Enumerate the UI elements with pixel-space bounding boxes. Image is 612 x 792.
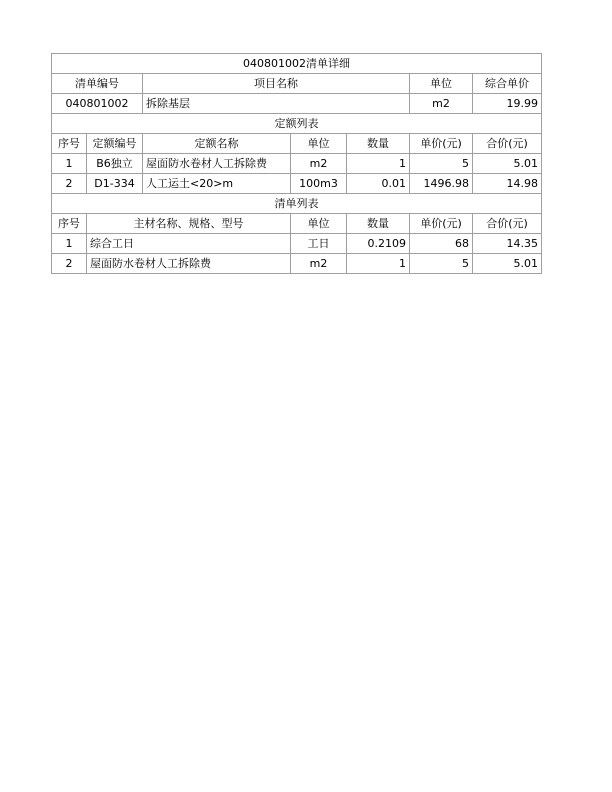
- materials-header-seq: 序号: [52, 214, 87, 234]
- materials-header-qty: 数量: [347, 214, 410, 234]
- table-row: [52, 254, 542, 274]
- quota-header-qty: 数量: [347, 134, 410, 154]
- materials-header-unit-price: 单价(元): [410, 214, 473, 234]
- materials-section-row: [52, 194, 542, 214]
- material-unit-price: 5: [410, 254, 473, 274]
- quota-qty: 0.01: [347, 174, 410, 194]
- material-name: 综合工日: [87, 234, 291, 254]
- quota-seq: 2: [52, 174, 87, 194]
- quota-header-unit-price: 单价(元): [410, 134, 473, 154]
- material-qty: 1: [347, 254, 410, 274]
- quota-name: 人工运土<20>m: [143, 174, 291, 194]
- quota-total: 5.01: [473, 154, 542, 174]
- bill-code: 040801002: [52, 94, 143, 114]
- quota-unit: m2: [291, 154, 347, 174]
- bill-row: [52, 94, 542, 114]
- header-bill-code: 清单编号: [52, 74, 143, 94]
- materials-header-total: 合价(元): [473, 214, 542, 234]
- material-total: 5.01: [473, 254, 542, 274]
- materials-section-title: 清单列表: [52, 194, 542, 214]
- quota-header-name: 定额名称: [143, 134, 291, 154]
- material-seq: 2: [52, 254, 87, 274]
- material-unit: 工日: [291, 234, 347, 254]
- quota-section-title: 定额列表: [52, 114, 542, 134]
- quota-header-unit: 单位: [291, 134, 347, 154]
- bill-detail-table: [51, 53, 542, 274]
- table-row: [52, 234, 542, 254]
- material-qty: 0.2109: [347, 234, 410, 254]
- quota-header-total: 合价(元): [473, 134, 542, 154]
- bill-composite-price: 19.99: [473, 94, 542, 114]
- material-total: 14.35: [473, 234, 542, 254]
- header-item-name: 项目名称: [143, 74, 410, 94]
- bill-header-row: [52, 74, 542, 94]
- title-row: [52, 54, 542, 74]
- material-unit: m2: [291, 254, 347, 274]
- quota-code: B6独立: [87, 154, 143, 174]
- quota-unit-price: 5: [410, 154, 473, 174]
- material-seq: 1: [52, 234, 87, 254]
- quota-section-row: [52, 114, 542, 134]
- quota-name: 屋面防水卷材人工拆除费: [143, 154, 291, 174]
- quota-unit-price: 1496.98: [410, 174, 473, 194]
- quota-code: D1-334: [87, 174, 143, 194]
- materials-header-name: 主材名称、规格、型号: [87, 214, 291, 234]
- material-unit-price: 68: [410, 234, 473, 254]
- quota-qty: 1: [347, 154, 410, 174]
- bill-unit: m2: [410, 94, 473, 114]
- header-composite-price: 综合单价: [473, 74, 542, 94]
- bill-item-name: 拆除基层: [143, 94, 410, 114]
- table-row: [52, 154, 542, 174]
- quota-header-row: [52, 134, 542, 154]
- table-row: [52, 174, 542, 194]
- quota-total: 14.98: [473, 174, 542, 194]
- header-unit: 单位: [410, 74, 473, 94]
- quota-seq: 1: [52, 154, 87, 174]
- table-title: 040801002清单详细: [52, 54, 542, 74]
- quota-header-seq: 序号: [52, 134, 87, 154]
- materials-header-unit: 单位: [291, 214, 347, 234]
- quota-header-code: 定额编号: [87, 134, 143, 154]
- material-name: 屋面防水卷材人工拆除费: [87, 254, 291, 274]
- materials-header-row: [52, 214, 542, 234]
- quota-unit: 100m3: [291, 174, 347, 194]
